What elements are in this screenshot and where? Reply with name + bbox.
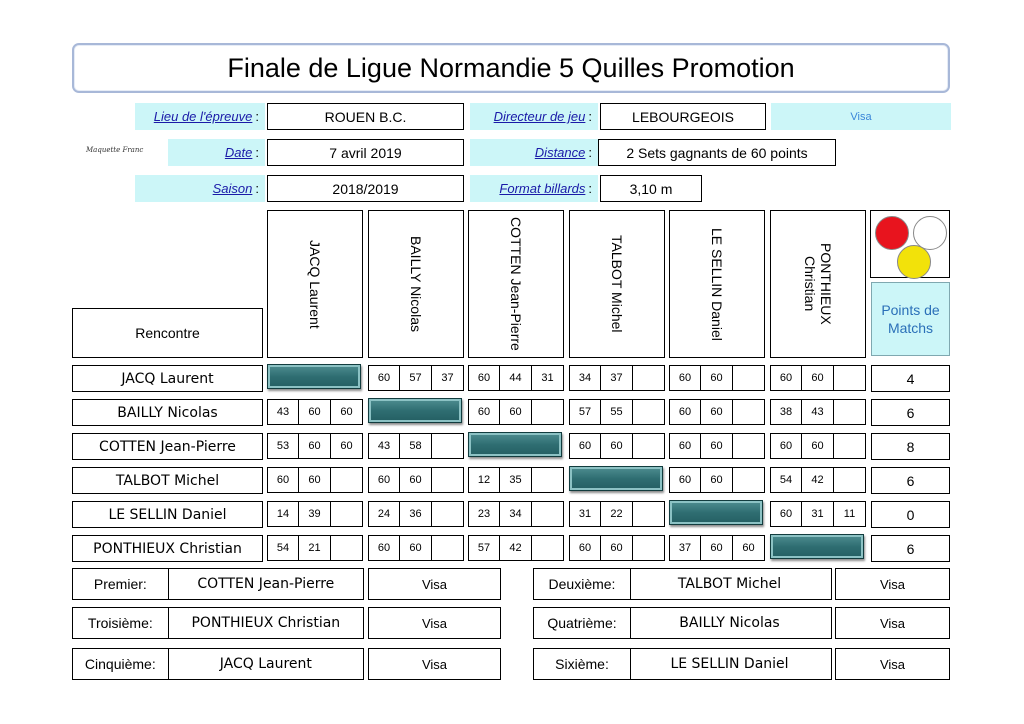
set-score: 60 — [669, 433, 701, 459]
score-cell — [267, 535, 363, 561]
directeur-value: LEBOURGEOIS — [600, 103, 766, 130]
set-score: 37 — [601, 365, 633, 391]
rank-label: Cinquième: — [84, 656, 156, 672]
diagonal-cell — [368, 398, 462, 423]
set-score: 21 — [299, 535, 331, 561]
set-score — [532, 399, 564, 425]
set-score: 60 — [299, 399, 331, 425]
set-score: 60 — [368, 467, 400, 493]
column-header — [267, 210, 363, 358]
column-header — [569, 210, 665, 358]
score-cell — [267, 433, 363, 459]
set-score: 14 — [267, 501, 299, 527]
visa-directeur: Visa — [771, 103, 951, 130]
row-player-name: PONTHIEUX Christian — [72, 535, 263, 562]
billiard-balls-icon — [870, 210, 950, 278]
set-score: 60 — [368, 365, 400, 391]
score-cell — [669, 365, 765, 391]
rank-label: Quatrième: — [547, 615, 617, 631]
set-score — [633, 399, 665, 425]
ranking-row — [72, 607, 364, 639]
rank-player-name: PONTHIEUX Christian — [168, 608, 363, 638]
set-score: 34 — [500, 501, 532, 527]
distance-value: 2 Sets gagnants de 60 points — [598, 139, 836, 166]
set-score — [331, 535, 363, 561]
score-cell — [770, 433, 866, 459]
set-score: 55 — [601, 399, 633, 425]
set-score: 60 — [368, 535, 400, 561]
score-cell — [468, 535, 564, 561]
set-score: 11 — [834, 501, 866, 527]
ranking-row — [533, 648, 832, 680]
set-score — [432, 535, 464, 561]
score-cell — [669, 467, 765, 493]
score-cell — [468, 501, 564, 527]
date-label-text: Date — [224, 145, 253, 160]
ranking-row — [72, 568, 364, 600]
saison-value: 2018/2019 — [267, 175, 464, 202]
set-score: 43 — [802, 399, 834, 425]
column-header-label: LE SELLIN Daniel — [709, 227, 725, 341]
set-score — [733, 365, 765, 391]
column-header-label: BAILLY Nicolas — [408, 236, 424, 332]
set-score: 39 — [299, 501, 331, 527]
score-cell — [669, 399, 765, 425]
set-score: 23 — [468, 501, 500, 527]
score-cell — [770, 399, 866, 425]
set-score: 54 — [770, 467, 802, 493]
page-title: Finale de Ligue Normandie 5 Quilles Promotion — [72, 43, 950, 93]
set-score: 57 — [468, 535, 500, 561]
row-player-name: COTTEN Jean-Pierre — [72, 433, 263, 460]
directeur-label — [470, 103, 598, 130]
rank-player-name: BAILLY Nicolas — [630, 608, 828, 638]
diagonal-cell — [468, 432, 562, 457]
set-score: 54 — [267, 535, 299, 561]
column-header-label: COTTEN Jean-Pierre — [508, 217, 524, 351]
score-cell — [368, 365, 464, 391]
colon: : — [588, 109, 592, 124]
set-score: 31 — [569, 501, 601, 527]
set-score: 35 — [500, 467, 532, 493]
set-score: 60 — [701, 399, 733, 425]
row-player-name: TALBOT Michel — [72, 467, 263, 494]
set-score — [834, 365, 866, 391]
set-score: 60 — [468, 365, 500, 391]
visa-box: Visa — [835, 568, 950, 600]
set-score: 60 — [770, 433, 802, 459]
rank-player-name: COTTEN Jean-Pierre — [168, 569, 363, 599]
diagonal-cell — [770, 534, 864, 559]
score-cell — [569, 365, 665, 391]
set-score: 60 — [400, 535, 432, 561]
points-header: Points de Matchs — [871, 282, 950, 356]
set-score — [633, 535, 665, 561]
set-score: 38 — [770, 399, 802, 425]
match-points: 6 — [871, 467, 950, 494]
set-score — [733, 467, 765, 493]
score-cell — [569, 399, 665, 425]
colon: : — [255, 145, 259, 160]
score-cell — [267, 467, 363, 493]
lieu-label-text: Lieu de l'épreuve — [153, 109, 253, 124]
colon: : — [255, 181, 259, 196]
set-score: 60 — [802, 365, 834, 391]
set-score: 60 — [331, 433, 363, 459]
set-score — [733, 399, 765, 425]
rank-player-name: TALBOT Michel — [630, 569, 828, 599]
score-cell — [669, 535, 765, 561]
score-cell — [669, 433, 765, 459]
visa-box: Visa — [835, 607, 950, 639]
score-cell — [368, 467, 464, 493]
format-label — [470, 175, 598, 202]
set-score — [633, 433, 665, 459]
set-score: 36 — [400, 501, 432, 527]
visa-box: Visa — [368, 607, 501, 639]
lieu-label — [135, 103, 265, 130]
column-header-label: JACQ Laurent — [307, 239, 323, 329]
set-score: 53 — [267, 433, 299, 459]
set-score: 42 — [802, 467, 834, 493]
set-score: 43 — [368, 433, 400, 459]
score-cell — [267, 501, 363, 527]
set-score: 60 — [601, 433, 633, 459]
match-points: 8 — [871, 433, 950, 460]
set-score — [532, 535, 564, 561]
saison-label-text: Saison — [212, 181, 253, 196]
rank-player-name: LE SELLIN Daniel — [630, 649, 828, 679]
set-score: 37 — [432, 365, 464, 391]
diagonal-cell — [669, 500, 763, 525]
column-header — [669, 210, 765, 358]
score-cell — [368, 433, 464, 459]
distance-label — [470, 139, 598, 166]
set-score: 60 — [701, 535, 733, 561]
score-cell — [770, 467, 866, 493]
set-score: 60 — [569, 535, 601, 561]
set-score: 44 — [500, 365, 532, 391]
set-score — [633, 365, 665, 391]
score-cell — [468, 467, 564, 493]
watermark-signature: Maquette Franc — [86, 146, 144, 154]
set-score — [633, 501, 665, 527]
match-points: 4 — [871, 365, 950, 392]
row-player-name: JACQ Laurent — [72, 365, 263, 392]
rencontre-header: Rencontre — [72, 308, 263, 358]
row-player-name: LE SELLIN Daniel — [72, 501, 263, 528]
diagonal-cell — [569, 466, 663, 491]
set-score: 60 — [267, 467, 299, 493]
set-score: 60 — [669, 467, 701, 493]
rank-label: Sixième: — [555, 656, 609, 672]
format-label-text: Format billards — [499, 181, 586, 196]
rank-label: Premier: — [93, 576, 147, 592]
set-score — [432, 467, 464, 493]
saison-label — [135, 175, 265, 202]
set-score: 60 — [701, 467, 733, 493]
set-score: 12 — [468, 467, 500, 493]
set-score: 37 — [669, 535, 701, 561]
set-score — [432, 433, 464, 459]
set-score: 42 — [500, 535, 532, 561]
ranking-row — [72, 648, 364, 680]
row-player-name: BAILLY Nicolas — [72, 399, 263, 426]
set-score: 31 — [802, 501, 834, 527]
score-cell — [770, 365, 866, 391]
set-score: 22 — [601, 501, 633, 527]
rank-label: Troisième: — [87, 615, 153, 631]
match-points: 6 — [871, 535, 950, 562]
score-cell — [267, 399, 363, 425]
column-header — [368, 210, 464, 358]
match-points: 0 — [871, 501, 950, 528]
set-score: 60 — [569, 433, 601, 459]
set-score: 57 — [400, 365, 432, 391]
column-header-label: PONTHIEUX Christian — [802, 243, 834, 325]
score-cell — [569, 535, 665, 561]
set-score — [432, 501, 464, 527]
set-score: 60 — [802, 433, 834, 459]
set-score: 34 — [569, 365, 601, 391]
set-score: 60 — [331, 399, 363, 425]
score-cell — [770, 501, 866, 527]
set-score: 60 — [400, 467, 432, 493]
rank-player-name: JACQ Laurent — [168, 649, 363, 679]
set-score: 60 — [770, 365, 802, 391]
score-cell — [468, 365, 564, 391]
ranking-row — [533, 568, 832, 600]
set-score: 60 — [701, 433, 733, 459]
lieu-value: ROUEN B.C. — [267, 103, 464, 130]
set-score — [532, 501, 564, 527]
set-score: 60 — [701, 365, 733, 391]
set-score — [834, 467, 866, 493]
date-label — [168, 139, 265, 166]
colon: : — [588, 181, 592, 196]
score-cell — [368, 501, 464, 527]
score-cell — [468, 399, 564, 425]
set-score: 60 — [733, 535, 765, 561]
red-ball-icon — [875, 216, 909, 250]
ranking-row — [533, 607, 832, 639]
column-header — [468, 210, 564, 358]
set-score — [834, 399, 866, 425]
set-score: 31 — [532, 365, 564, 391]
date-value: 7 avril 2019 — [267, 139, 464, 166]
set-score: 60 — [601, 535, 633, 561]
match-points: 6 — [871, 399, 950, 426]
set-score — [733, 433, 765, 459]
visa-box: Visa — [368, 648, 501, 680]
set-score: 57 — [569, 399, 601, 425]
set-score: 60 — [770, 501, 802, 527]
directeur-label-text: Directeur de jeu — [493, 109, 586, 124]
colon: : — [255, 109, 259, 124]
set-score: 43 — [267, 399, 299, 425]
set-score — [532, 467, 564, 493]
yellow-ball-icon — [897, 245, 931, 279]
set-score — [331, 467, 363, 493]
set-score: 60 — [669, 399, 701, 425]
colon: : — [588, 145, 592, 160]
visa-box: Visa — [368, 568, 501, 600]
column-header — [770, 210, 866, 358]
set-score: 60 — [299, 467, 331, 493]
set-score: 60 — [468, 399, 500, 425]
visa-box: Visa — [835, 648, 950, 680]
format-value: 3,10 m — [600, 175, 702, 202]
set-score: 60 — [299, 433, 331, 459]
set-score: 24 — [368, 501, 400, 527]
set-score — [834, 433, 866, 459]
set-score: 60 — [669, 365, 701, 391]
score-cell — [569, 501, 665, 527]
set-score: 58 — [400, 433, 432, 459]
column-header-label: TALBOT Michel — [609, 235, 625, 333]
score-cell — [569, 433, 665, 459]
rank-label: Deuxième: — [548, 576, 616, 592]
set-score — [331, 501, 363, 527]
score-cell — [368, 535, 464, 561]
distance-label-text: Distance — [534, 145, 586, 160]
set-score: 60 — [500, 399, 532, 425]
diagonal-cell — [267, 364, 361, 389]
